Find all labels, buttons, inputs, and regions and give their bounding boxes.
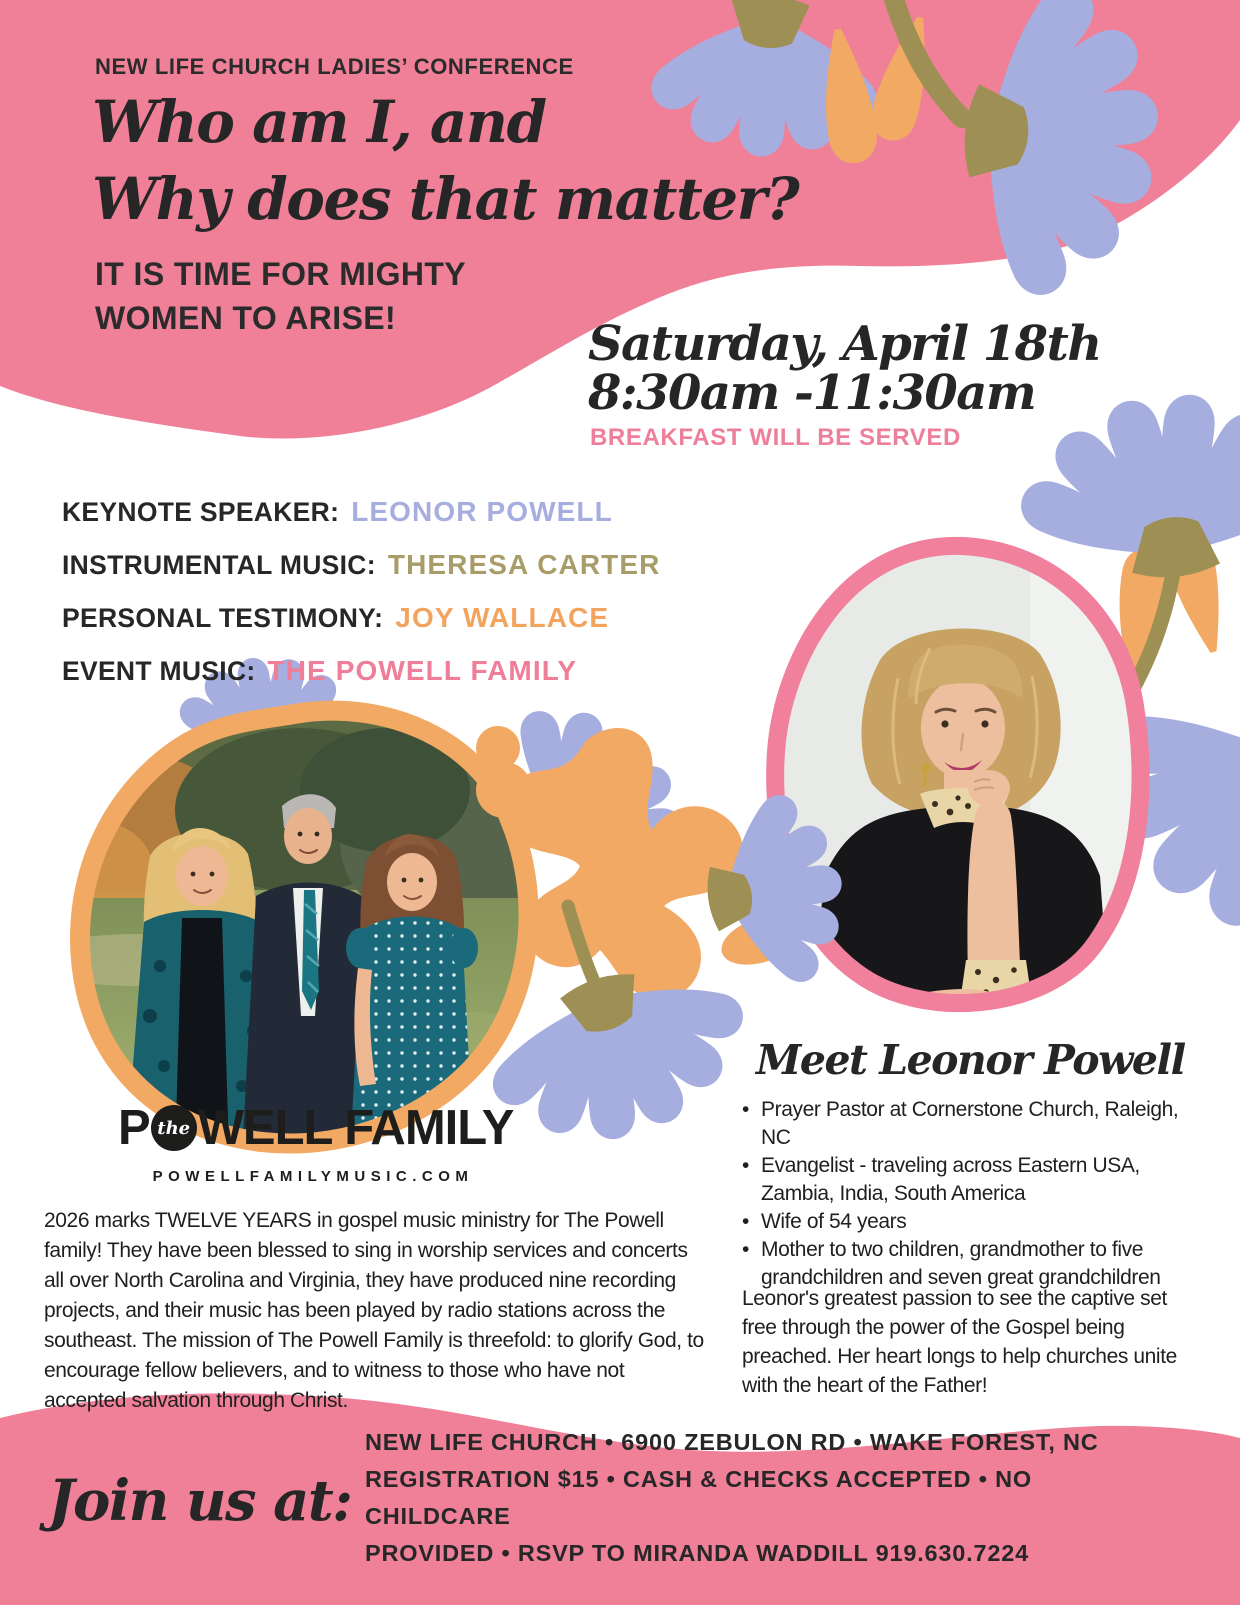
speaker-name: THE POWELL FAMILY: [267, 655, 578, 686]
logo-prefix: P: [118, 1101, 150, 1155]
powell-family-logo: [118, 1100, 513, 1156]
speaker-row-event-music: [62, 655, 660, 708]
location-line-3: PROVIDED • RSVP TO MIRANDA WADDILL 919.630.7224: [365, 1540, 1029, 1566]
speaker-name: THERESA CARTER: [387, 549, 661, 580]
event-date-line-1: Saturday, April 18th: [588, 316, 1101, 372]
conference-eyebrow: NEW LIFE CHURCH LADIES’ CONFERENCE: [95, 54, 574, 79]
speaker-row-testimony: [62, 602, 660, 655]
speaker-name: LEONOR POWELL: [351, 496, 613, 527]
speaker-label: EVENT MUSIC:: [62, 656, 256, 686]
logo-the-badge: the: [151, 1105, 197, 1151]
page-subtitle: [95, 252, 466, 340]
speaker-name: JOY WALLACE: [395, 602, 610, 633]
page-title: [92, 84, 912, 238]
subtitle-line-2: WOMEN TO ARISE!: [95, 300, 397, 336]
join-us-label: Join us at:: [48, 1468, 352, 1534]
logo-suffix: WELL FAMILY: [197, 1101, 514, 1155]
speaker-row-instrumental: [62, 549, 660, 602]
powell-family-website: POWELLFAMILYMUSIC.COM: [152, 1168, 474, 1185]
subtitle-line-1: IT IS TIME FOR MIGHTY: [95, 256, 467, 292]
speaker-label: PERSONAL TESTIMONY:: [62, 603, 384, 633]
leonor-powell-photo: [770, 540, 1150, 1063]
location-line-1: NEW LIFE CHURCH • 6900 ZEBULON RD • WAKE FOREST, NC: [365, 1429, 1099, 1455]
leonor-bullet-list: [742, 1096, 1198, 1292]
leonor-bullet: • Mother to two children, grandmother to five grandchildren and seven great grandchildren: [742, 1236, 1198, 1292]
speaker-row-keynote: [62, 496, 660, 549]
location-line-2: REGISTRATION $15 • CASH & CHECKS ACCEPTED • NO CHILDCARE: [365, 1466, 1032, 1529]
powell-family-bio: 2026 marks TWELVE YEARS in gospel music ministry for The Powell family! They have been blessed to sing in worship services and concerts all over North Carolina and Virginia, they have produced nine recording projects, and their music has been played by radio stations across the southeast. The mission of The Powell Family is threefold: to glorify God, to encourage fellow believers, and to witness to those who have not accepted salvation through Christ.: [44, 1209, 704, 1412]
leonor-bullet: • Evangelist - traveling across Eastern USA, Zambia, India, South America: [742, 1152, 1198, 1208]
leonor-bullet: • Wife of 54 years: [742, 1208, 1198, 1236]
leonor-bullet: • Prayer Pastor at Cornerstone Church, Raleigh, NC: [742, 1096, 1198, 1152]
event-date: [588, 316, 1101, 421]
event-date-line-2: 8:30am -11:30am: [588, 365, 1036, 421]
leonor-passion-paragraph: Leonor's greatest passion to see the captive set free through the power of the Gospel being preached. Her heart longs to help churches unite with the heart of the Father!: [742, 1287, 1177, 1397]
speaker-list: [62, 496, 660, 708]
speaker-label: KEYNOTE SPEAKER:: [62, 497, 340, 527]
speaker-label: INSTRUMENTAL MUSIC:: [62, 550, 376, 580]
breakfast-note: BREAKFAST WILL BE SERVED: [590, 424, 961, 451]
title-line-1: Who am I, and: [92, 88, 546, 156]
title-line-2: Why does that matter?: [92, 165, 799, 233]
meet-leonor-heading: Meet Leonor Powell: [756, 1036, 1185, 1084]
event-location-info: [365, 1424, 1175, 1572]
